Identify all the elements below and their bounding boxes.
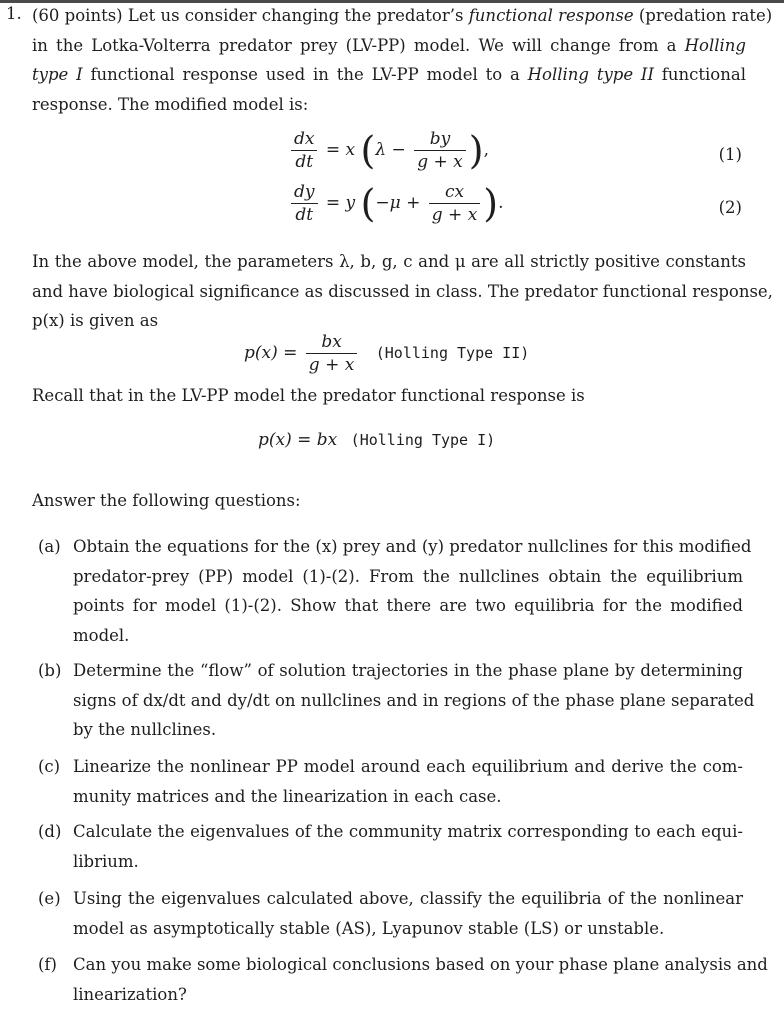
intro-line-2: in the Lotka-Volterra predator prey (LV-PP) model. We will change from a Holling xyxy=(32,35,746,55)
intro-line-1: (60 points) Let us consider changing the predator’s functional response (predation rate) xyxy=(32,6,773,25)
equation-1-label: (1) xyxy=(718,145,742,164)
param-line-1: In the above model, the parameters λ, b, g, c and μ are all strictly positive constants xyxy=(32,252,746,271)
recall-line: Recall that in the LV-PP model the predator functional response is xyxy=(32,386,585,405)
holling-type-2-equation: p(x) = $\frac{bx}{g + x}$ (Holling Type II) xyxy=(244,332,530,375)
equation-1: $\frac{dx}{dt}$ = x (λ − $\frac{by}{g + x}$ ), xyxy=(288,128,489,173)
param-line-2: and have biological significance as discussed in class. The predator functional response, xyxy=(32,281,773,301)
param-line-3: p(x) is given as xyxy=(32,311,159,330)
equation-2: $\frac{dy}{dt}$ = y (−μ + $\frac{cx}{g + x}$ ). xyxy=(288,181,504,226)
answer-heading: Answer the following questions: xyxy=(32,491,301,510)
intro-line-4: response. The modified model is: xyxy=(32,94,309,114)
intro-paragraph xyxy=(32,1,773,119)
equation-2-label: (2) xyxy=(718,198,742,217)
problem-number: 1. xyxy=(6,4,22,23)
parameters-paragraph xyxy=(32,247,773,336)
holling-type-1-equation: p(x) = bx (Holling Type I) xyxy=(258,430,496,450)
intro-line-3: type I functional response used in the LV-PP model to a Holling type II functional xyxy=(32,65,746,84)
